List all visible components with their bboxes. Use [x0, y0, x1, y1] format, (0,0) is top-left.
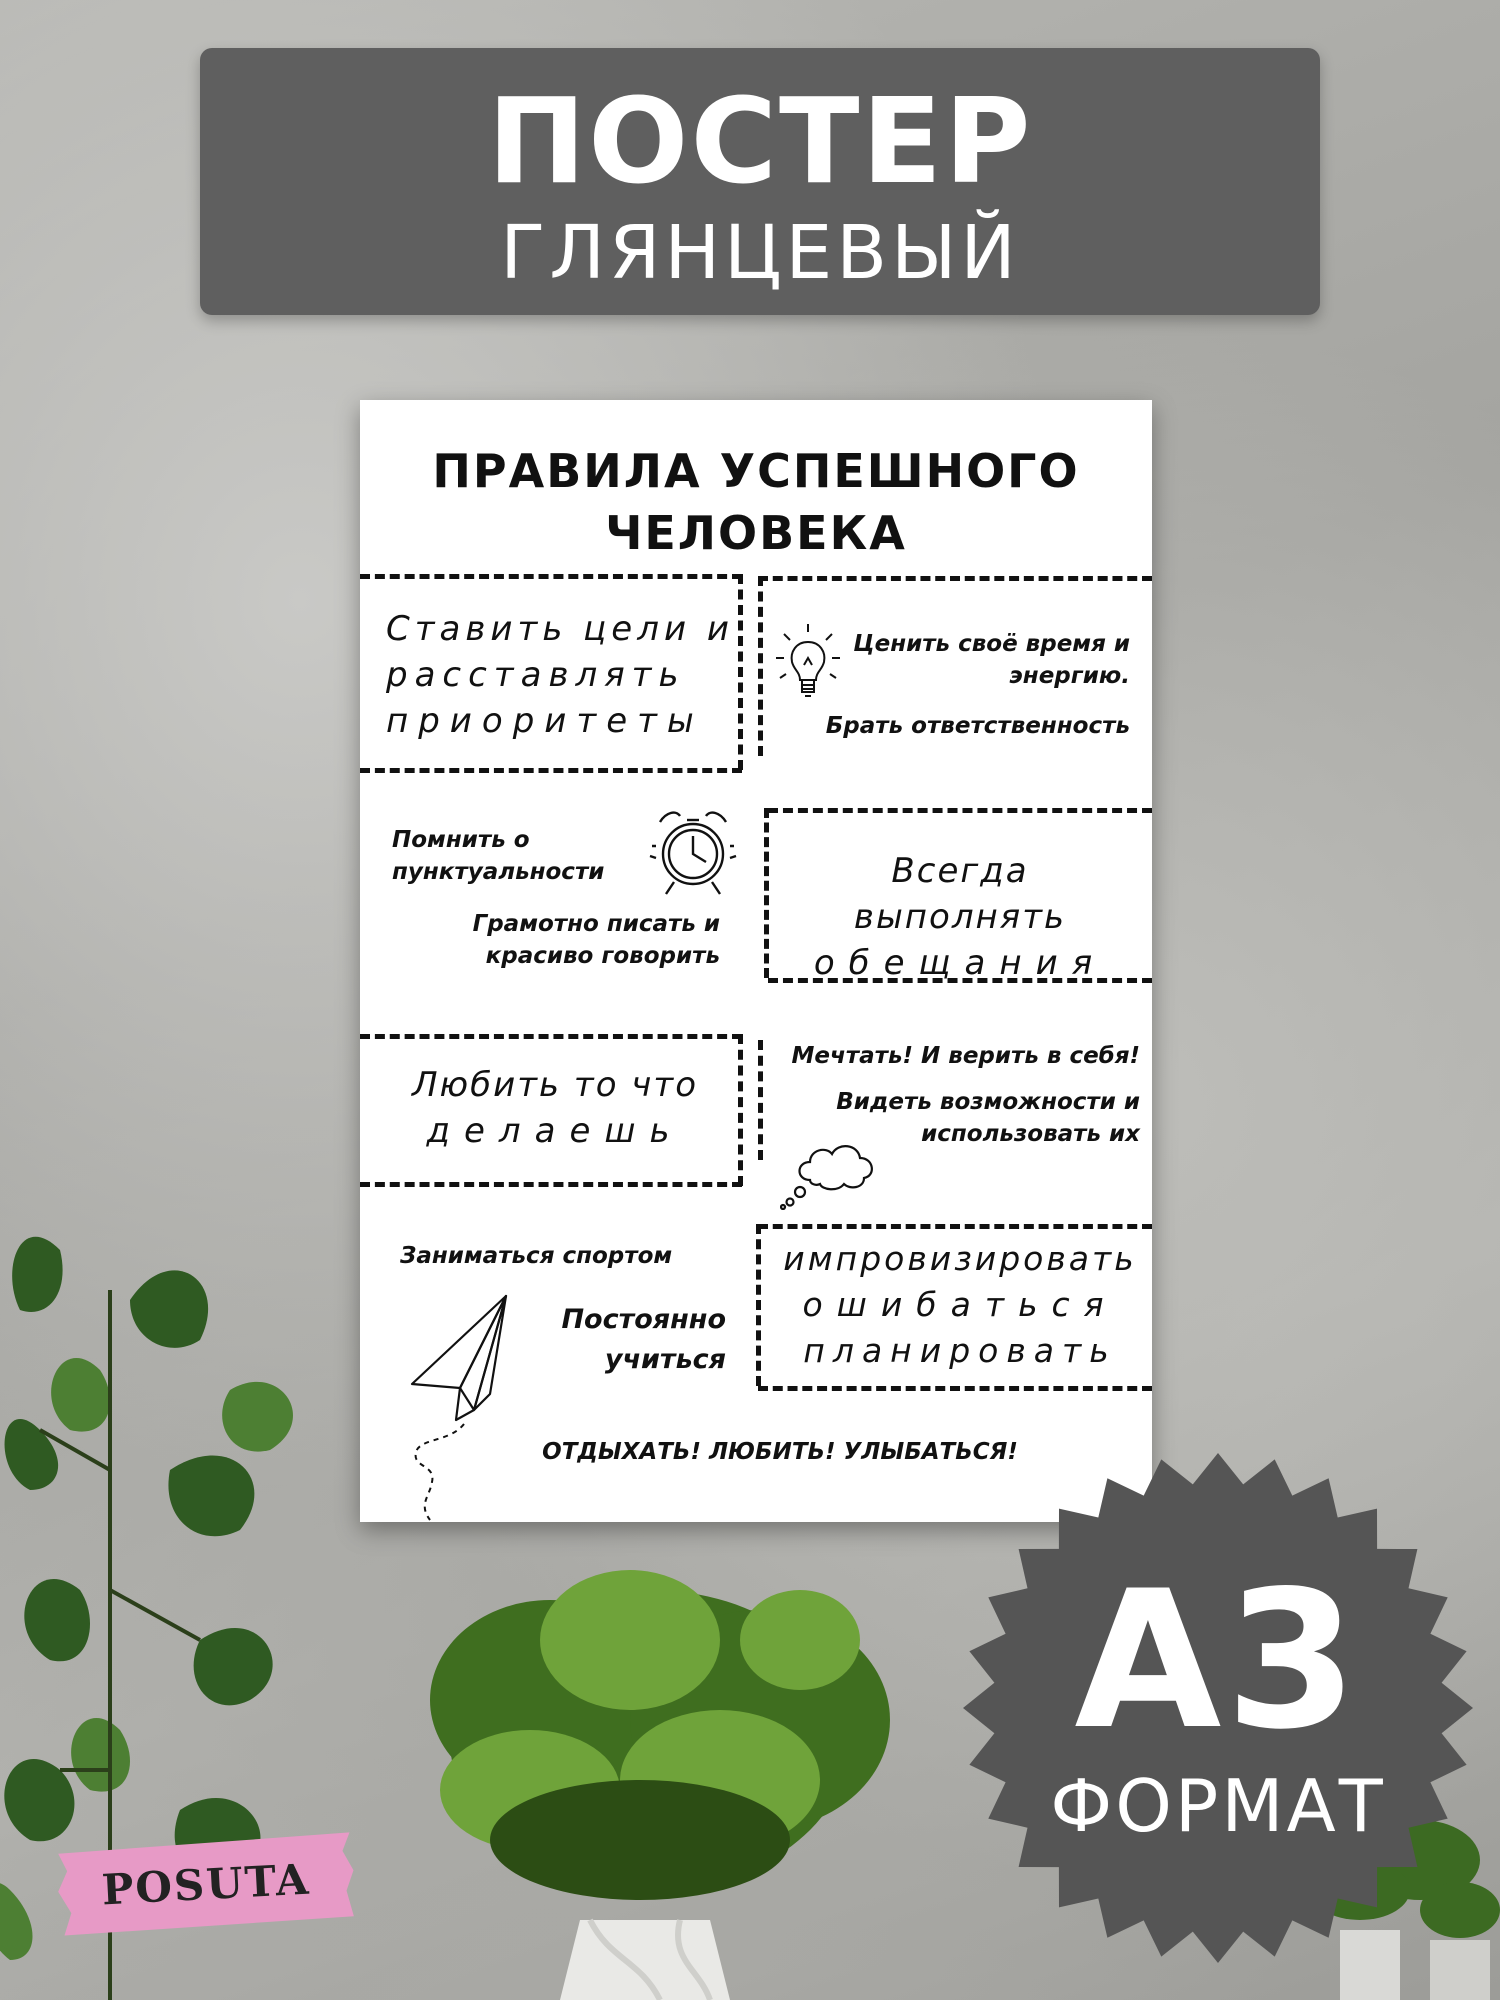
- format-badge: [958, 1448, 1478, 1968]
- poster-title: [360, 440, 1152, 564]
- rule-sport: Заниматься спортом: [400, 1243, 673, 1269]
- divider: [758, 1386, 1152, 1391]
- poster-footer: ОТДЫХАТЬ! ЛЮБИТЬ! УЛЫБАТЬСЯ!: [542, 1439, 1018, 1465]
- brand-logo: [54, 1830, 358, 1938]
- divider: [360, 574, 742, 579]
- poster-title-line2: ЧЕЛОВЕКА: [605, 506, 907, 560]
- alarm-clock-icon: [646, 798, 740, 902]
- rule-improvise: импровизировать ошибаться планировать: [783, 1239, 1137, 1370]
- rule-speech: Грамотно писать и красиво говорить: [472, 911, 720, 969]
- divider: [758, 576, 1152, 581]
- divider: [360, 1034, 742, 1039]
- divider: [758, 576, 763, 756]
- divider: [758, 1224, 1152, 1229]
- divider: [738, 574, 743, 770]
- rule-time: Ценить своё время и энергию. Брать ответственность: [825, 631, 1130, 739]
- divider: [764, 808, 769, 978]
- rule-love-work: Любить то что делаешь: [411, 1065, 698, 1151]
- rule-promises: Всегда выполнять обещания: [813, 851, 1107, 983]
- rule-dream: Мечтать! И верить в себя! Видеть возможности и использовать их: [791, 1043, 1140, 1147]
- banner-title: ПОСТЕР: [487, 72, 1033, 210]
- rule-punctuality: Помнить о пунктуальности: [392, 827, 605, 885]
- rule-goals: Ставить цели и расставлять приоритеты: [386, 609, 734, 741]
- rule-learn: Постоянно учиться: [561, 1304, 726, 1375]
- divider: [360, 768, 742, 773]
- badge-size: А3: [1074, 1550, 1362, 1771]
- brand-name: POSUTA: [100, 1854, 312, 1915]
- divider: [738, 1034, 743, 1186]
- badge-label: ФОРМАТ: [1050, 1764, 1386, 1848]
- divider: [768, 808, 1152, 813]
- divider: [756, 1224, 761, 1386]
- divider: [360, 1182, 742, 1187]
- header-banner: [200, 48, 1320, 315]
- paper-plane-icon: [410, 1292, 520, 1522]
- banner-subtitle: ГЛЯНЦЕВЫЙ: [500, 210, 1020, 296]
- fern-plant-icon: [380, 1520, 940, 2000]
- cloud-icon: [780, 1130, 890, 1210]
- poster: [360, 400, 1152, 1522]
- poster-title-line1: ПРАВИЛА УСПЕШНОГО: [432, 444, 1080, 498]
